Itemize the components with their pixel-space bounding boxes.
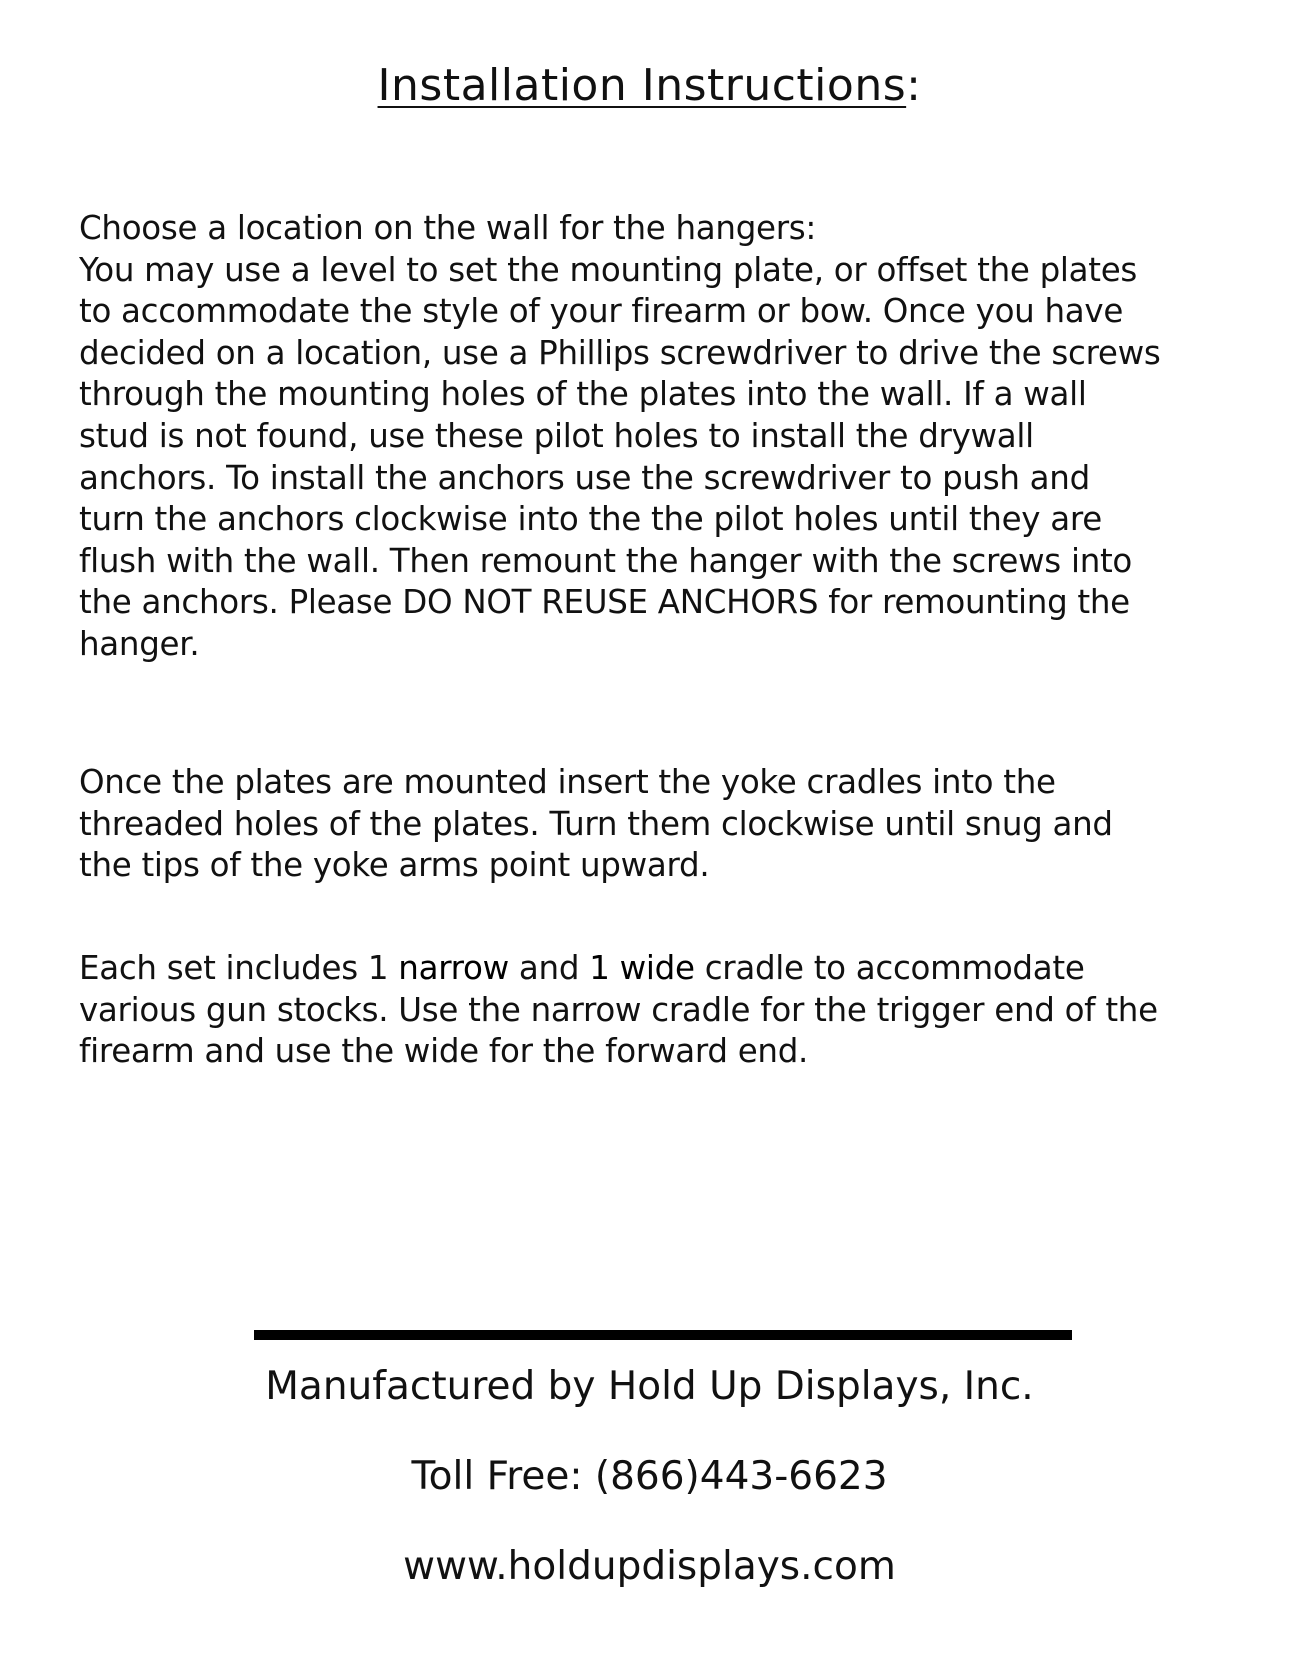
paragraph-line: threaded holes of the plates. Turn them clockwise until snug and [79,804,1113,843]
paragraph-line: turn the anchors clockwise into the the pilot holes until they are [79,500,1102,539]
paragraph-line: to accommodate the style of your firearm or bow. Once you have [79,292,1124,331]
title-text: Installation Instructions [377,60,907,111]
wide-emphasis: 1 wide [589,949,695,987]
section-cradle-sizes [79,948,1239,1073]
manufacturer-text: Manufactured by Hold Up Displays, Inc. [265,1364,1034,1409]
text-run: and [508,949,590,987]
section-heading: Choose a location on the wall for the hangers: [79,209,817,247]
paragraph-line: flush with the wall. Then remount the hanger with the screws into [79,541,1133,580]
narrow-emphasis: narrow [398,949,509,987]
paragraph-line: stud is not found, use these pilot holes to install the drywall [79,416,1034,455]
divider-rule [254,1330,1072,1340]
section-choose-location [79,208,1239,666]
text-run: cradle to accommodate [694,949,1085,987]
title-colon: : [906,60,922,111]
website-text: www.holdupdisplays.com [403,1544,896,1589]
footer [0,1364,1299,1589]
text-run: Each set includes 1 [79,949,399,987]
paragraph-line: hanger. [79,624,200,663]
paragraph-line: firearm and use the wide for the forward end. [79,1032,809,1071]
paragraph-line: various gun stocks. Use the narrow cradle for the trigger end of the [79,990,1158,1029]
paragraph-line: anchors. To install the anchors use the screwdriver to push and [79,458,1090,497]
paragraph-line: the tips of the yoke arms point upward. [79,846,710,885]
paragraph-line: the anchors. Please DO NOT REUSE ANCHORS for remounting the [79,583,1130,622]
phone-text: Toll Free: (866)443-6623 [411,1454,888,1499]
paragraph-line [79,948,1239,990]
paragraph-line: through the mounting holes of the plates into the wall. If a wall [79,375,1087,414]
paragraph-line: You may use a level to set the mounting plate, or offset the plates [79,250,1138,289]
section-insert-cradles [79,762,1239,887]
paragraph-line: decided on a location, use a Phillips screwdriver to drive the screws [79,333,1161,372]
page-title [0,58,1299,114]
paragraph-line: Once the plates are mounted insert the yoke cradles into the [79,763,1056,801]
